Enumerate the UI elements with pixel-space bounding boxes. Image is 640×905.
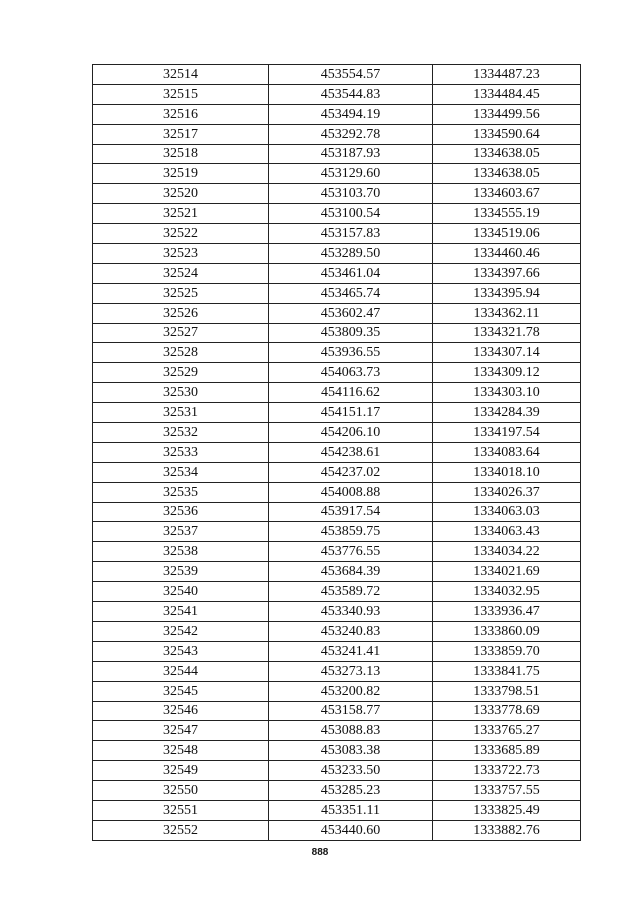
point-id-cell: 32540 — [93, 582, 269, 602]
table-row — [93, 244, 581, 264]
y-coordinate-cell: 1334362.11 — [433, 303, 581, 323]
coordinate-table — [92, 64, 581, 841]
table-row — [93, 582, 581, 602]
table-row — [93, 323, 581, 343]
table-row — [93, 423, 581, 443]
x-coordinate-cell: 453285.23 — [269, 781, 433, 801]
table-row — [93, 502, 581, 522]
y-coordinate-cell: 1334063.03 — [433, 502, 581, 522]
y-coordinate-cell: 1333778.69 — [433, 701, 581, 721]
x-coordinate-cell: 453461.04 — [269, 263, 433, 283]
table-row — [93, 641, 581, 661]
y-coordinate-cell: 1334487.23 — [433, 65, 581, 85]
x-coordinate-cell: 454116.62 — [269, 383, 433, 403]
table-row — [93, 462, 581, 482]
x-coordinate-cell: 453088.83 — [269, 721, 433, 741]
y-coordinate-cell: 1334307.14 — [433, 343, 581, 363]
x-coordinate-cell: 453340.93 — [269, 602, 433, 622]
table-row — [93, 781, 581, 801]
y-coordinate-cell: 1333765.27 — [433, 721, 581, 741]
x-coordinate-cell: 453494.19 — [269, 104, 433, 124]
table-row — [93, 482, 581, 502]
point-id-cell: 32546 — [93, 701, 269, 721]
y-coordinate-cell: 1334303.10 — [433, 383, 581, 403]
coordinate-table-body — [93, 65, 581, 841]
table-row — [93, 761, 581, 781]
table-row — [93, 661, 581, 681]
table-row — [93, 65, 581, 85]
y-coordinate-cell: 1334397.66 — [433, 263, 581, 283]
point-id-cell: 32536 — [93, 502, 269, 522]
point-id-cell: 32543 — [93, 641, 269, 661]
point-id-cell: 32524 — [93, 263, 269, 283]
y-coordinate-cell: 1334590.64 — [433, 124, 581, 144]
y-coordinate-cell: 1334555.19 — [433, 204, 581, 224]
x-coordinate-cell: 454063.73 — [269, 363, 433, 383]
x-coordinate-cell: 453157.83 — [269, 224, 433, 244]
point-id-cell: 32521 — [93, 204, 269, 224]
x-coordinate-cell: 453200.82 — [269, 681, 433, 701]
x-coordinate-cell: 454151.17 — [269, 403, 433, 423]
point-id-cell: 32519 — [93, 164, 269, 184]
x-coordinate-cell: 453289.50 — [269, 244, 433, 264]
y-coordinate-cell: 1334284.39 — [433, 403, 581, 423]
table-row — [93, 224, 581, 244]
x-coordinate-cell: 453809.35 — [269, 323, 433, 343]
y-coordinate-cell: 1333685.89 — [433, 741, 581, 761]
table-row — [93, 403, 581, 423]
y-coordinate-cell: 1334026.37 — [433, 482, 581, 502]
point-id-cell: 32534 — [93, 462, 269, 482]
x-coordinate-cell: 453440.60 — [269, 820, 433, 840]
x-coordinate-cell: 453083.38 — [269, 741, 433, 761]
y-coordinate-cell: 1333882.76 — [433, 820, 581, 840]
x-coordinate-cell: 453776.55 — [269, 542, 433, 562]
x-coordinate-cell: 454008.88 — [269, 482, 433, 502]
x-coordinate-cell: 453103.70 — [269, 184, 433, 204]
y-coordinate-cell: 1333722.73 — [433, 761, 581, 781]
point-id-cell: 32530 — [93, 383, 269, 403]
point-id-cell: 32547 — [93, 721, 269, 741]
point-id-cell: 32527 — [93, 323, 269, 343]
point-id-cell: 32545 — [93, 681, 269, 701]
x-coordinate-cell: 453589.72 — [269, 582, 433, 602]
y-coordinate-cell: 1334638.05 — [433, 164, 581, 184]
table-row — [93, 343, 581, 363]
point-id-cell: 32522 — [93, 224, 269, 244]
y-coordinate-cell: 1334032.95 — [433, 582, 581, 602]
point-id-cell: 32552 — [93, 820, 269, 840]
x-coordinate-cell: 453100.54 — [269, 204, 433, 224]
table-row — [93, 164, 581, 184]
point-id-cell: 32516 — [93, 104, 269, 124]
y-coordinate-cell: 1333841.75 — [433, 661, 581, 681]
x-coordinate-cell: 453554.57 — [269, 65, 433, 85]
y-coordinate-cell: 1334309.12 — [433, 363, 581, 383]
y-coordinate-cell: 1334484.45 — [433, 84, 581, 104]
point-id-cell: 32523 — [93, 244, 269, 264]
y-coordinate-cell: 1334034.22 — [433, 542, 581, 562]
table-row — [93, 363, 581, 383]
table-row — [93, 104, 581, 124]
table-row — [93, 303, 581, 323]
point-id-cell: 32517 — [93, 124, 269, 144]
point-id-cell: 32528 — [93, 343, 269, 363]
point-id-cell: 32515 — [93, 84, 269, 104]
table-row — [93, 383, 581, 403]
x-coordinate-cell: 453544.83 — [269, 84, 433, 104]
y-coordinate-cell: 1334197.54 — [433, 423, 581, 443]
y-coordinate-cell: 1333860.09 — [433, 621, 581, 641]
point-id-cell: 32535 — [93, 482, 269, 502]
point-id-cell: 32532 — [93, 423, 269, 443]
x-coordinate-cell: 453241.41 — [269, 641, 433, 661]
point-id-cell: 32526 — [93, 303, 269, 323]
x-coordinate-cell: 453684.39 — [269, 562, 433, 582]
y-coordinate-cell: 1334021.69 — [433, 562, 581, 582]
y-coordinate-cell: 1334603.67 — [433, 184, 581, 204]
point-id-cell: 32537 — [93, 522, 269, 542]
table-row — [93, 681, 581, 701]
table-row — [93, 204, 581, 224]
y-coordinate-cell: 1334519.06 — [433, 224, 581, 244]
x-coordinate-cell: 454206.10 — [269, 423, 433, 443]
y-coordinate-cell: 1334395.94 — [433, 283, 581, 303]
y-coordinate-cell: 1333798.51 — [433, 681, 581, 701]
x-coordinate-cell: 453158.77 — [269, 701, 433, 721]
x-coordinate-cell: 454237.02 — [269, 462, 433, 482]
y-coordinate-cell: 1333859.70 — [433, 641, 581, 661]
x-coordinate-cell: 453351.11 — [269, 800, 433, 820]
table-row — [93, 741, 581, 761]
table-row — [93, 721, 581, 741]
point-id-cell: 32544 — [93, 661, 269, 681]
table-row — [93, 144, 581, 164]
page-number: 888 — [311, 847, 329, 858]
coordinate-table-container — [92, 64, 580, 841]
point-id-cell: 32548 — [93, 741, 269, 761]
table-row — [93, 442, 581, 462]
x-coordinate-cell: 453240.83 — [269, 621, 433, 641]
point-id-cell: 32539 — [93, 562, 269, 582]
point-id-cell: 32542 — [93, 621, 269, 641]
y-coordinate-cell: 1334321.78 — [433, 323, 581, 343]
y-coordinate-cell: 1333936.47 — [433, 602, 581, 622]
x-coordinate-cell: 453233.50 — [269, 761, 433, 781]
point-id-cell: 32531 — [93, 403, 269, 423]
y-coordinate-cell: 1334638.05 — [433, 144, 581, 164]
y-coordinate-cell: 1333825.49 — [433, 800, 581, 820]
point-id-cell: 32551 — [93, 800, 269, 820]
x-coordinate-cell: 453292.78 — [269, 124, 433, 144]
table-row — [93, 800, 581, 820]
x-coordinate-cell: 453917.54 — [269, 502, 433, 522]
y-coordinate-cell: 1334460.46 — [433, 244, 581, 264]
table-row — [93, 522, 581, 542]
point-id-cell: 32529 — [93, 363, 269, 383]
point-id-cell: 32550 — [93, 781, 269, 801]
x-coordinate-cell: 453859.75 — [269, 522, 433, 542]
x-coordinate-cell: 453187.93 — [269, 144, 433, 164]
table-row — [93, 542, 581, 562]
point-id-cell: 32514 — [93, 65, 269, 85]
y-coordinate-cell: 1334083.64 — [433, 442, 581, 462]
y-coordinate-cell: 1333757.55 — [433, 781, 581, 801]
point-id-cell: 32549 — [93, 761, 269, 781]
x-coordinate-cell: 453129.60 — [269, 164, 433, 184]
point-id-cell: 32533 — [93, 442, 269, 462]
point-id-cell: 32520 — [93, 184, 269, 204]
table-row — [93, 263, 581, 283]
table-row — [93, 562, 581, 582]
table-row — [93, 701, 581, 721]
point-id-cell: 32538 — [93, 542, 269, 562]
table-row — [93, 184, 581, 204]
x-coordinate-cell: 454238.61 — [269, 442, 433, 462]
x-coordinate-cell: 453465.74 — [269, 283, 433, 303]
table-row — [93, 124, 581, 144]
x-coordinate-cell: 453273.13 — [269, 661, 433, 681]
point-id-cell: 32541 — [93, 602, 269, 622]
y-coordinate-cell: 1334063.43 — [433, 522, 581, 542]
x-coordinate-cell: 453936.55 — [269, 343, 433, 363]
table-row — [93, 283, 581, 303]
y-coordinate-cell: 1334499.56 — [433, 104, 581, 124]
x-coordinate-cell: 453602.47 — [269, 303, 433, 323]
table-row — [93, 820, 581, 840]
table-row — [93, 602, 581, 622]
y-coordinate-cell: 1334018.10 — [433, 462, 581, 482]
point-id-cell: 32518 — [93, 144, 269, 164]
table-row — [93, 84, 581, 104]
point-id-cell: 32525 — [93, 283, 269, 303]
table-row — [93, 621, 581, 641]
